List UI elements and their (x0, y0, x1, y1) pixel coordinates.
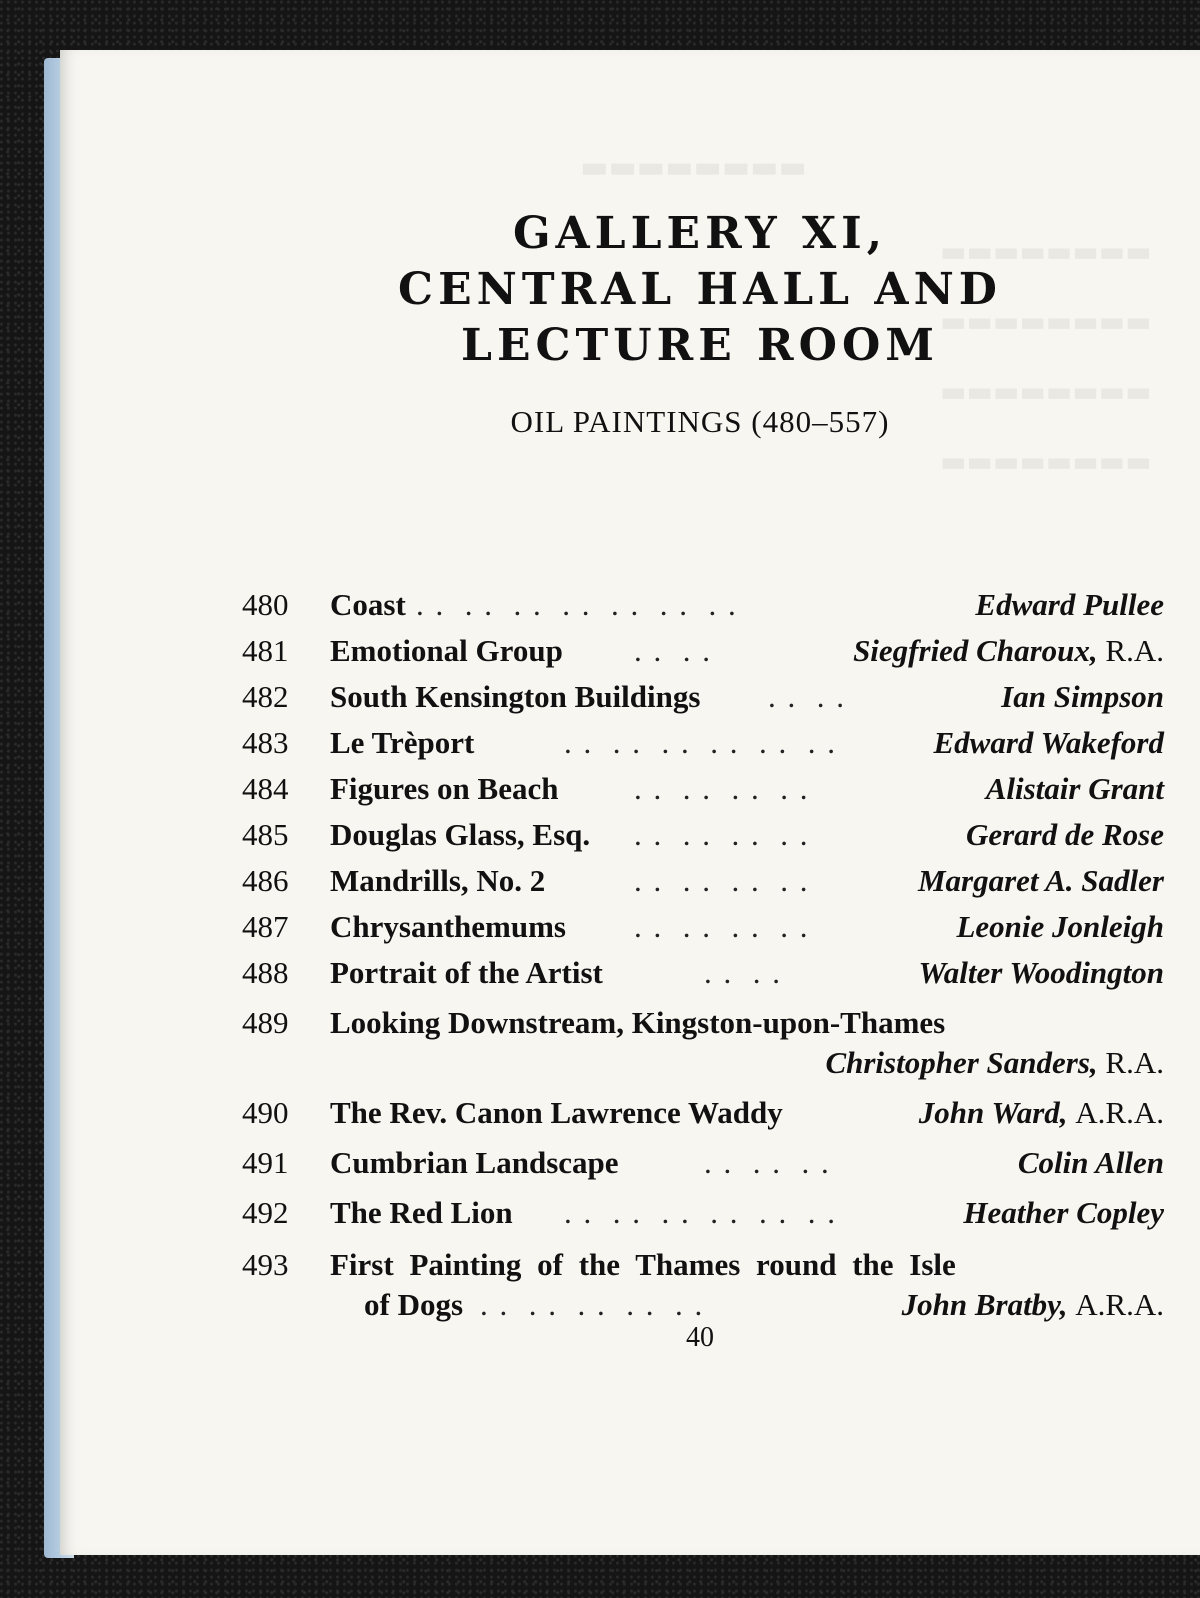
entry-title: Looking Downstream, Kingston-upon-Thames (330, 1005, 946, 1040)
entry-title: The Red Lion (330, 1195, 513, 1230)
show-through-text: ▬▬▬▬▬▬▬▬ (580, 150, 807, 185)
entry-number: 490 (242, 1095, 289, 1130)
entry-title: Figures on Beach (330, 771, 559, 806)
catalogue-entry (242, 812, 1164, 858)
leader-dots: . . . . . . . . (634, 909, 810, 944)
leader-dots: . . . . . . . . (634, 771, 810, 806)
leader-dots: . . . . (704, 955, 782, 990)
entry-artist: Siegfried Charoux, R.A. (853, 633, 1164, 668)
show-through-text: ▬▬▬▬▬▬▬▬ (940, 445, 1152, 478)
entry-artist: Margaret A. Sadler (917, 863, 1164, 898)
catalogue-entry (242, 582, 1164, 628)
catalogue-entry (242, 1090, 1164, 1136)
leader-dots: . . . . . . . . . . . . . . (416, 587, 738, 622)
entry-title: Cumbrian Landscape (330, 1145, 619, 1180)
entry-number: 480 (242, 587, 289, 622)
catalogue-entry (242, 1000, 1164, 1086)
leader-dots: . . . . . . . . . . (480, 1287, 705, 1322)
show-through-text: ▬▬▬▬▬▬▬▬ (940, 375, 1152, 408)
entry-title: The Rev. Canon Lawrence Waddy (330, 1095, 783, 1130)
entry-artist: John Bratby, A.R.A. (901, 1287, 1164, 1322)
entry-number: 489 (242, 1005, 289, 1040)
entry-title: Mandrills, No. 2 (330, 863, 546, 898)
entry-artist: Edward Pullee (975, 587, 1164, 622)
entry-artist: Ian Simpson (1001, 679, 1164, 714)
catalogue-entry (242, 1140, 1164, 1186)
entry-number: 487 (242, 909, 289, 944)
gallery-heading-line3: LECTURE ROOM (461, 320, 939, 371)
entry-title: First Painting of the Thames round the Isle (330, 1247, 956, 1282)
entry-artist: Alistair Grant (985, 771, 1164, 806)
entry-number: 486 (242, 863, 289, 898)
entry-artist: Christopher Sanders, R.A. (825, 1045, 1164, 1080)
entry-number: 493 (242, 1247, 289, 1282)
entry-artist: Edward Wakeford (933, 725, 1164, 760)
catalogue-entry (242, 858, 1164, 904)
leader-dots: . . . . (768, 679, 846, 714)
entry-number: 488 (242, 955, 289, 990)
section-subheading: OIL PAINTINGS (480–557) (510, 404, 890, 439)
catalogue-entry (242, 628, 1164, 674)
leader-dots: . . . . . . . . . . . . (564, 725, 837, 760)
leader-dots: . . . . (634, 633, 712, 668)
entry-artist: Gerard de Rose (965, 817, 1164, 852)
catalogue-entry (242, 766, 1164, 812)
entry-title: Emotional Group (330, 633, 563, 668)
show-through-text: ▬▬▬▬▬▬▬▬ (940, 305, 1152, 338)
entry-title: Chrysanthemums (330, 909, 566, 944)
entry-number: 484 (242, 771, 289, 806)
catalogue-entry (242, 720, 1164, 766)
entry-number: 483 (242, 725, 289, 760)
gallery-heading-line1: GALLERY XI, (512, 208, 888, 259)
catalogue-entry (242, 950, 1164, 996)
entry-number: 482 (242, 679, 289, 714)
entry-number: 492 (242, 1195, 289, 1230)
entry-number: 491 (242, 1145, 289, 1180)
entry-number: 481 (242, 633, 289, 668)
leader-dots: . . . . . . . . (634, 863, 810, 898)
catalogue-entry (242, 1242, 1164, 1328)
entry-title: South Kensington Buildings (330, 679, 701, 714)
catalogue-entry (242, 674, 1164, 720)
entry-artist: John Ward, A.R.A. (918, 1095, 1164, 1130)
leader-dots: . . . . . . . . (634, 817, 810, 852)
entry-artist: Leonie Jonleigh (956, 909, 1164, 944)
leader-dots: . . . . . . . . . . . . (564, 1195, 837, 1230)
entry-title: Douglas Glass, Esq. (330, 817, 591, 852)
leader-dots: . . . . . . (704, 1145, 831, 1180)
catalogue-entry-list (242, 582, 1164, 1328)
show-through-text: ▬▬▬▬▬▬▬▬ (940, 235, 1152, 268)
entry-artist: Walter Woodington (918, 955, 1164, 990)
entry-title: Coast (330, 587, 406, 622)
entry-artist: Colin Allen (1017, 1145, 1164, 1180)
entry-title: Portrait of the Artist (330, 955, 603, 990)
catalogue-entry (242, 904, 1164, 950)
gallery-heading-line2: CENTRAL HALL AND (398, 264, 1002, 315)
page-number: 40 (686, 1322, 714, 1353)
entry-artist: Heather Copley (963, 1195, 1164, 1230)
catalogue-entry (242, 1190, 1164, 1236)
entry-title-continued: of Dogs (364, 1287, 464, 1322)
entry-title: Le Trèport (330, 725, 475, 760)
entry-number: 485 (242, 817, 289, 852)
